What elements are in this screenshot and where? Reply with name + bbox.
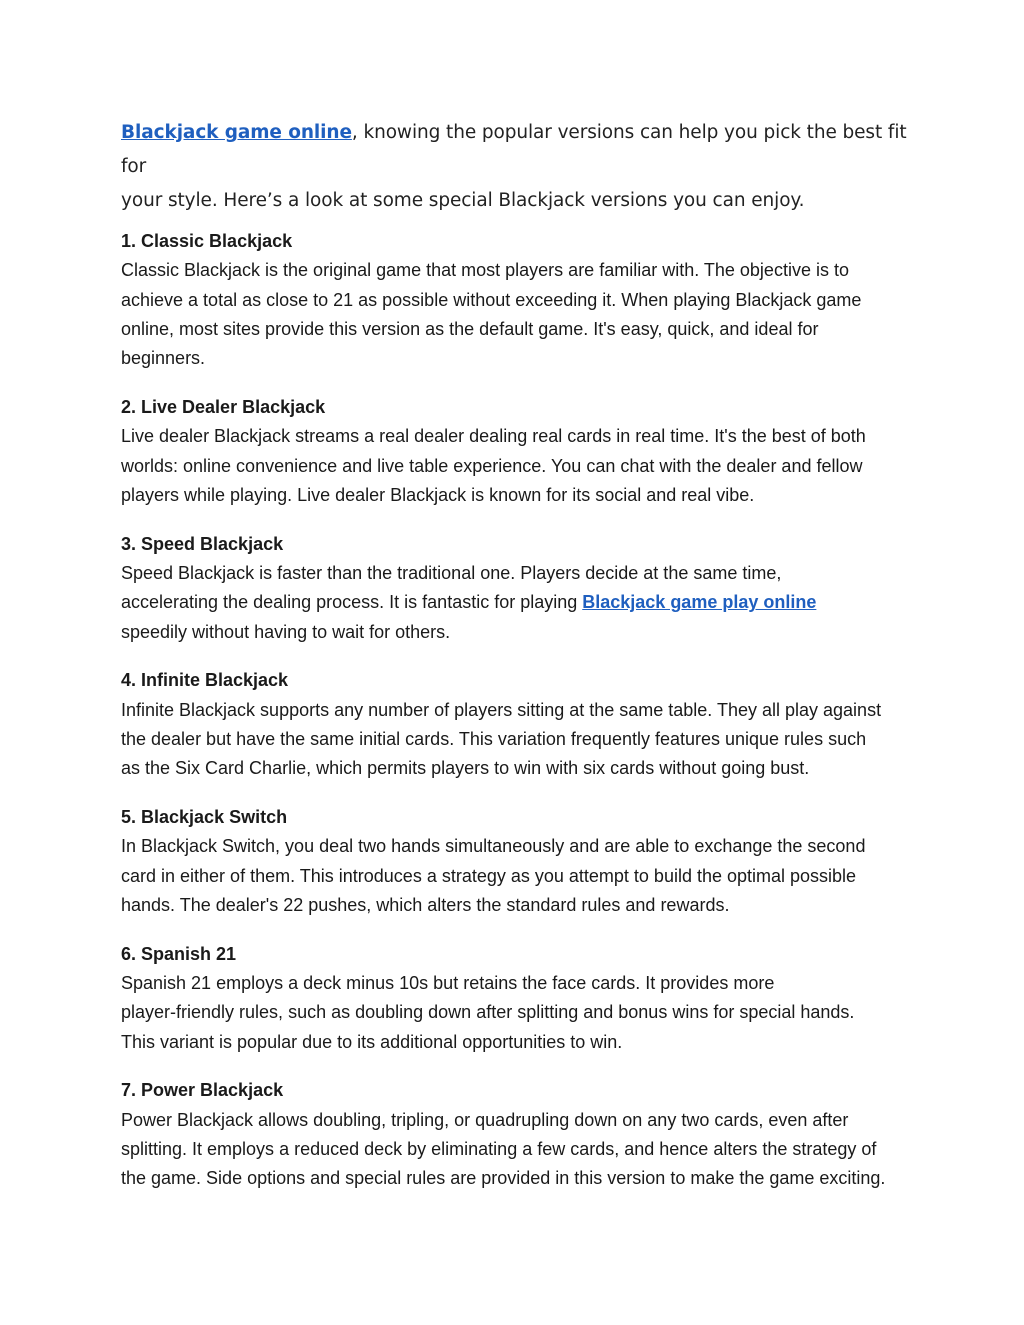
section-classic-blackjack — [121, 227, 911, 373]
section-body-after-link: speedily without having to wait for others. — [121, 621, 451, 642]
section-heading: 4. Infinite Blackjack — [121, 670, 289, 691]
intro-paragraph — [121, 116, 911, 218]
section-live-dealer-blackjack — [121, 393, 911, 510]
intro-line1-text: , knowing the popular versions can help you pick the best fit for — [121, 122, 907, 177]
section-heading: 5. Blackjack Switch — [121, 807, 288, 828]
section-body — [121, 559, 911, 647]
section-heading: 7. Power Blackjack — [121, 1080, 284, 1101]
section-body-before-link: Speed Blackjack is faster than the traditional one. Players decide at the same time, accelerating the dealing process. It is fantastic for playing — [121, 562, 782, 613]
section-heading: 3. Speed Blackjack — [121, 533, 284, 554]
intro-line2-text: your style. Here’s a look at some special Blackjack versions you can enjoy. — [121, 190, 805, 211]
variants-list — [121, 227, 911, 1213]
section-body: Spanish 21 employs a deck minus 10s but retains the face cards. It provides more player-friendly rules, such as doubling down after splitting and bonus wins for special hands. This variant is popular due to its additional opportunities to win. — [121, 973, 855, 1052]
section-body: In Blackjack Switch, you deal two hands simultaneously and are able to exchange the second card in either of them. This introduces a strategy as you attempt to build the optimal possible hands. The dealer's 22 pushes, which alters the standard rules and rewards. — [121, 836, 866, 915]
section-heading: 6. Spanish 21 — [121, 943, 237, 964]
section-heading: 2. Live Dealer Blackjack — [121, 396, 326, 417]
section-body: Power Blackjack allows doubling, tripling, or quadrupling down on any two cards, even after splitting. It employs a reduced deck by eliminating a few cards, and hence alters the strategy of the game. Side options and special rules are provided in this version to make the game exciting. — [121, 1109, 886, 1189]
section-body: Live dealer Blackjack streams a real dealer dealing real cards in real time. It's the best of both worlds: online convenience and live table experience. You can chat with the dealer and fellow players while playing. Live dealer Blackjack is known for its social and real vibe. — [121, 426, 866, 505]
section-blackjack-switch — [121, 803, 911, 920]
blackjack-game-online-link[interactable]: Blackjack game online — [121, 122, 352, 143]
section-heading: 1. Classic Blackjack — [121, 231, 293, 251]
section-power-blackjack — [121, 1076, 911, 1193]
blackjack-game-play-online-link[interactable]: Blackjack game play online — [582, 592, 817, 613]
section-speed-blackjack — [121, 530, 911, 647]
section-body: Infinite Blackjack supports any number of players sitting at the same table. They all play against the dealer but have the same initial cards. This variation frequently features unique rules such as the Six Card Charlie, which permits players to win with six cards without going bust. — [121, 699, 882, 779]
section-infinite-blackjack — [121, 666, 911, 783]
section-body: Classic Blackjack is the original game that most players are familiar with. The objective is to achieve a total as close to 21 as possible without exceeding it. When playing Blackjack game online, most sites provide this version as the default game. It's easy, quick, and ideal for beginners. — [121, 260, 862, 369]
section-spanish-21 — [121, 940, 911, 1057]
